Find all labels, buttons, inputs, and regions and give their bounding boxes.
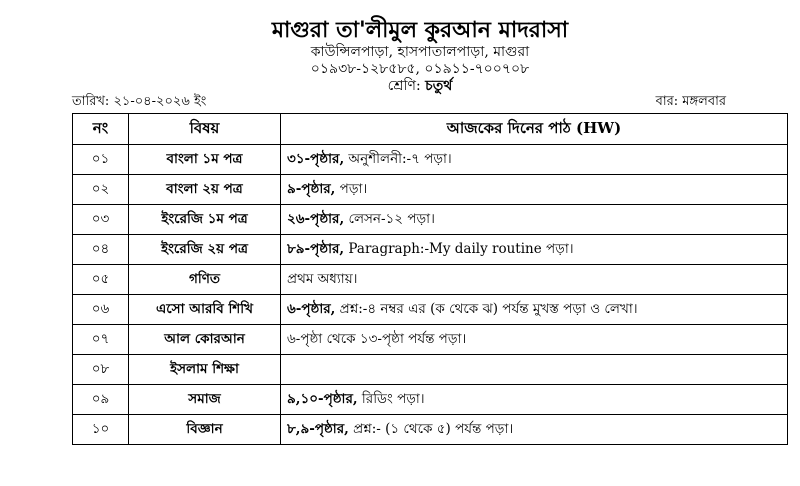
row-serial: ১০ <box>73 415 129 445</box>
homework-task: পড়া। <box>335 181 368 197</box>
row-serial: ০৯ <box>73 385 129 415</box>
homework-task: প্রশ্ন:- (১ থেকে ৫) পর্যন্ত পড়া। <box>348 421 514 437</box>
row-subject: এসো আরবি শিখি <box>129 295 281 325</box>
homework-page-ref: ২৬-পৃষ্ঠার, <box>287 211 345 227</box>
homework-task: অনুশীলনী:-৭ পড়া। <box>344 151 452 167</box>
class-value: চতুর্থ <box>425 78 453 94</box>
date-text: তারিখ: ২১-০৪-২০২৬ ইং <box>72 94 207 109</box>
row-subject: বাংলা ১ম পত্র <box>129 145 281 175</box>
homework-task: লেসন-১২ পড়া। <box>344 211 435 227</box>
table-row <box>73 145 788 175</box>
row-serial: ০৪ <box>73 235 129 265</box>
table-row <box>73 325 788 355</box>
table-header-row <box>73 114 788 145</box>
homework-page-ref: ৬-পৃষ্ঠার, <box>287 301 336 317</box>
row-subject: গণিত <box>129 265 281 295</box>
table-row <box>73 355 788 385</box>
homework-page-ref: ৮,৯-পৃষ্ঠার, <box>287 421 349 437</box>
school-address: কাউন্সিলপাড়া, হাসপাতালপাড়া, মাগুরা <box>310 44 530 60</box>
row-serial: ০৭ <box>73 325 129 355</box>
row-subject: ইসলাম শিক্ষা <box>129 355 281 385</box>
table-row <box>73 205 788 235</box>
homework-page-ref: ৩১-পৃষ্ঠার, <box>287 151 345 167</box>
row-subject: বিজ্ঞান <box>129 415 281 445</box>
table-row <box>73 385 788 415</box>
row-homework <box>281 325 788 355</box>
school-header <box>0 16 800 95</box>
homework-task: রিডিং পড়া। <box>357 391 425 407</box>
row-homework <box>281 295 788 325</box>
row-homework <box>281 205 788 235</box>
header-serial: নং <box>73 114 129 145</box>
day-text: বার: মঙ্গলবার <box>655 94 726 109</box>
row-serial: ০৮ <box>73 355 129 385</box>
homework-task: Paragraph:-My daily routine পড়া। <box>344 241 574 257</box>
school-phones: ০১৯৩৮-১২৮৫৮৫, ০১৯১১-৭০০৭০৮ <box>310 61 530 77</box>
row-subject: সমাজ <box>129 385 281 415</box>
homework-page-ref: ৮৯-পৃষ্ঠার, <box>287 241 345 257</box>
header-homework: আজকের দিনের পাঠ (HW) <box>281 114 788 145</box>
homework-task: ৬-পৃষ্ঠা থেকে ১৩-পৃষ্ঠা পর্যন্ত পড়া। <box>287 331 467 347</box>
table-row <box>73 295 788 325</box>
table-row <box>73 175 788 205</box>
row-subject: বাংলা ২য় পত্র <box>129 175 281 205</box>
row-homework <box>281 385 788 415</box>
row-homework <box>281 235 788 265</box>
table-row <box>73 235 788 265</box>
table-body <box>73 145 788 445</box>
row-homework <box>281 175 788 205</box>
row-subject: ইংরেজি ১ম পত্র <box>129 205 281 235</box>
table-row <box>73 265 788 295</box>
table-row <box>73 415 788 445</box>
school-title: মাগুরা তা'লীমুল কুরআন মাদরাসা <box>271 17 569 43</box>
row-serial: ০১ <box>73 145 129 175</box>
row-subject: ইংরেজি ২য় পত্র <box>129 235 281 265</box>
row-homework <box>281 145 788 175</box>
row-serial: ০২ <box>73 175 129 205</box>
homework-task: প্রশ্ন:-৪ নম্বর এর (ক থেকে ঝ) পর্যন্ত মুখস্ত পড়া ও লেখা। <box>335 301 638 317</box>
homework-page-ref: ৯,১০-পৃষ্ঠার, <box>287 391 358 407</box>
class-label: শ্রেণি: <box>387 78 421 94</box>
row-serial: ০৩ <box>73 205 129 235</box>
homework-page-ref: ৯-পৃষ্ঠার, <box>287 181 336 197</box>
row-homework <box>281 265 788 295</box>
homework-table <box>72 113 788 445</box>
row-homework <box>281 355 788 385</box>
class-line <box>40 78 800 95</box>
row-homework <box>281 415 788 445</box>
homework-task: প্রথম অধ্যায়। <box>287 271 358 287</box>
row-serial: ০৫ <box>73 265 129 295</box>
row-subject: আল কোরআন <box>129 325 281 355</box>
row-serial: ০৬ <box>73 295 129 325</box>
header-subject: বিষয় <box>129 114 281 145</box>
